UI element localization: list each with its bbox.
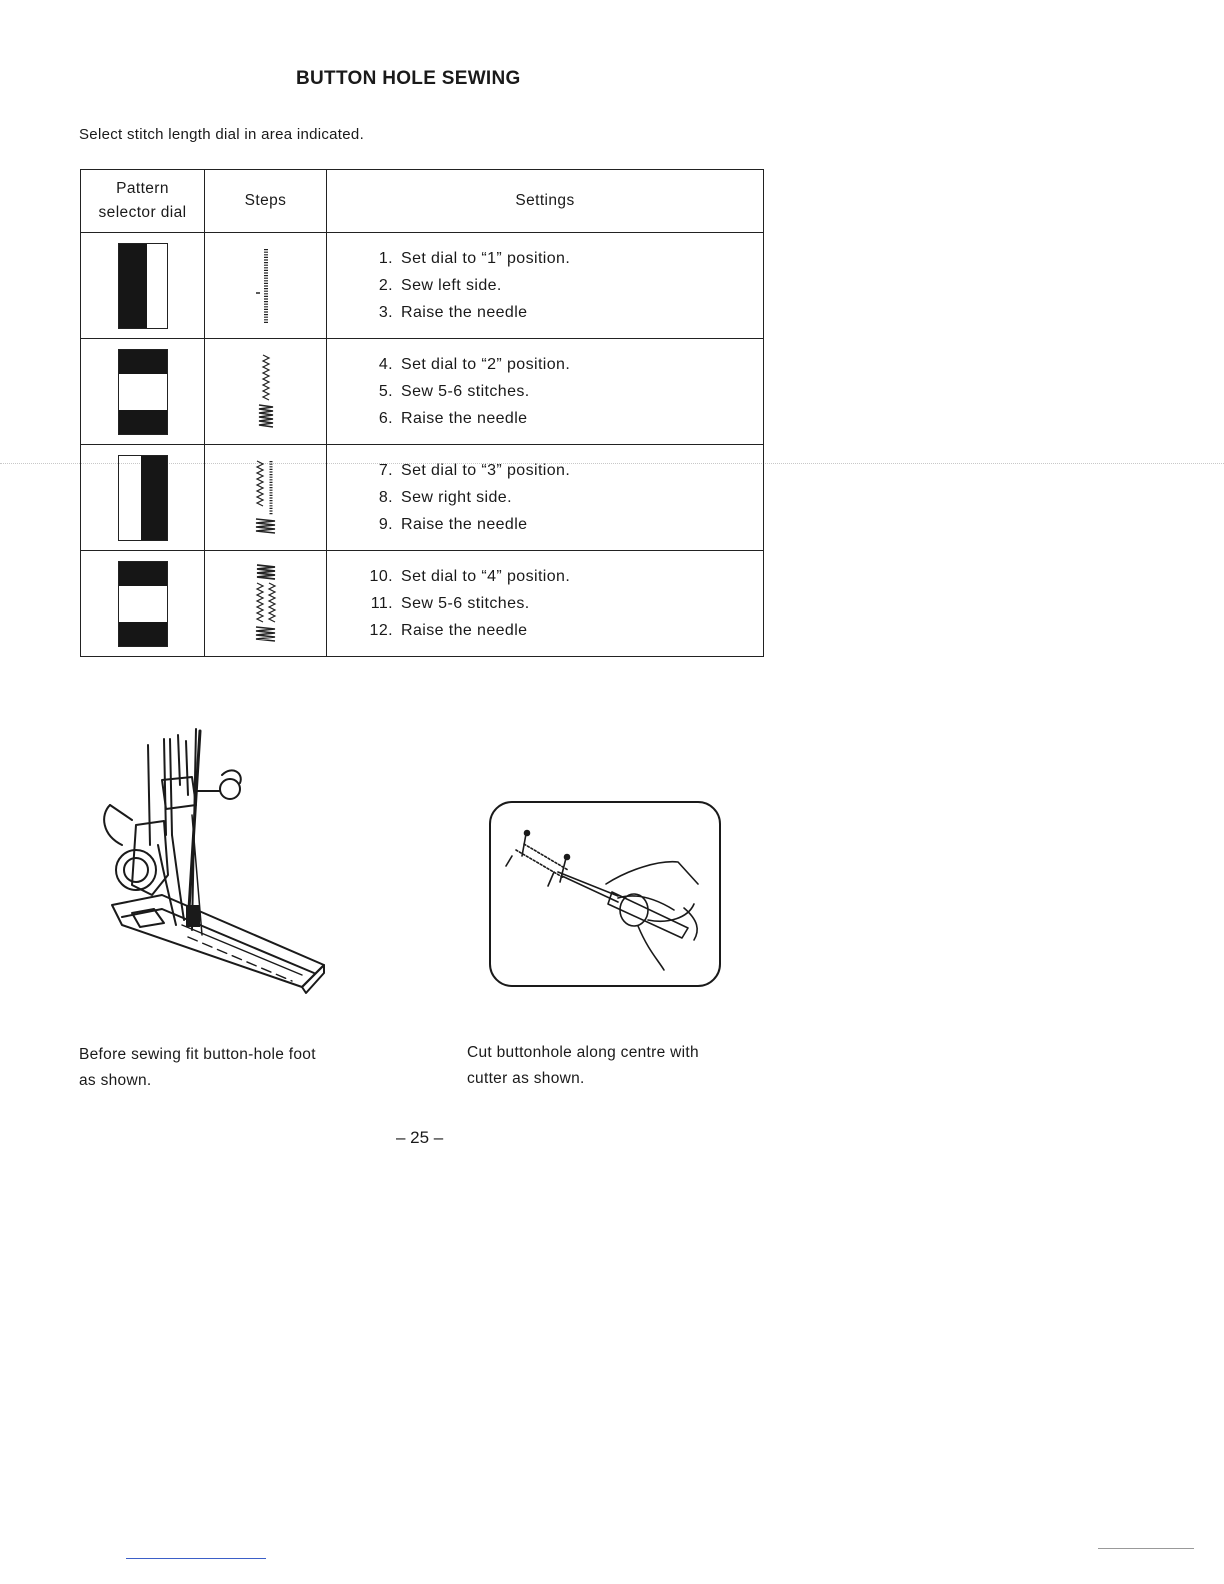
- list-item: 6. Raise the needle: [378, 410, 528, 427]
- header-settings: Settings: [327, 170, 764, 233]
- final-bar-tack-stitch-icon: [251, 561, 281, 647]
- settings-cell: [327, 339, 764, 445]
- pattern-right-dark-icon: [118, 455, 168, 541]
- pattern-top-bottom-dark-icon: [118, 561, 168, 647]
- footer-rule: [126, 1558, 266, 1559]
- corner-rule: [1098, 1548, 1194, 1549]
- pattern-cell: [81, 551, 205, 657]
- intro-text: Select stitch length dial in area indicated.: [79, 126, 365, 143]
- list-item: 11. Sew 5-6 stitches.: [370, 595, 530, 612]
- table-header-row: [81, 170, 764, 233]
- foot-caption-line1: Before sewing fit button-hole foot: [79, 1046, 316, 1063]
- left-straight-stitch-icon: [251, 243, 281, 329]
- table-row: [81, 339, 764, 445]
- foot-caption-line2: as shown.: [79, 1072, 152, 1089]
- list-item: 10. Set dial to “4” position.: [369, 568, 571, 585]
- cutter-caption: [467, 1040, 699, 1092]
- settings-cell: [327, 445, 764, 551]
- list-item: 5. Sew 5-6 stitches.: [378, 383, 530, 400]
- list-item: 2. Sew left side.: [378, 277, 502, 294]
- settings-cell: [327, 233, 764, 339]
- page-number: – 25 –: [396, 1128, 444, 1147]
- pattern-left-dark-icon: [118, 243, 168, 329]
- header-pattern: [81, 170, 205, 233]
- header-steps: Steps: [205, 170, 327, 233]
- pattern-top-bottom-dark-icon: [118, 349, 168, 435]
- bar-tack-stitch-icon: [251, 349, 281, 435]
- page-title: BUTTON HOLE SEWING: [296, 68, 521, 89]
- steps-cell: [205, 233, 327, 339]
- steps-cell: [205, 339, 327, 445]
- foot-caption: [79, 1042, 316, 1094]
- list-item: 1. Set dial to “1” position.: [378, 250, 571, 267]
- pattern-cell: [81, 339, 205, 445]
- list-item: 3. Raise the needle: [378, 304, 528, 321]
- pattern-cell: [81, 233, 205, 339]
- table-row: [81, 233, 764, 339]
- cutter-caption-line2: cutter as shown.: [467, 1070, 585, 1087]
- list-item: 7. Set dial to “3” position.: [378, 462, 571, 479]
- buttonhole-cutter-illustration: [488, 800, 724, 990]
- list-item: 8. Sew right side.: [378, 489, 512, 506]
- list-item: 9. Raise the needle: [378, 516, 528, 533]
- buttonhole-steps-table: [80, 169, 764, 657]
- settings-cell: [327, 551, 764, 657]
- cutter-caption-line1: Cut buttonhole along centre with: [467, 1044, 699, 1061]
- list-item: 12. Raise the needle: [369, 622, 528, 639]
- steps-cell: [205, 445, 327, 551]
- right-straight-stitch-icon: [251, 455, 281, 541]
- table-row: [81, 551, 764, 657]
- header-pattern-line2: selector dial: [98, 204, 187, 221]
- table-row: [81, 445, 764, 551]
- header-pattern-line1: Pattern: [116, 180, 169, 197]
- list-item: 4. Set dial to “2” position.: [378, 356, 571, 373]
- steps-cell: [205, 551, 327, 657]
- pattern-cell: [81, 445, 205, 551]
- buttonhole-foot-illustration: [92, 725, 332, 995]
